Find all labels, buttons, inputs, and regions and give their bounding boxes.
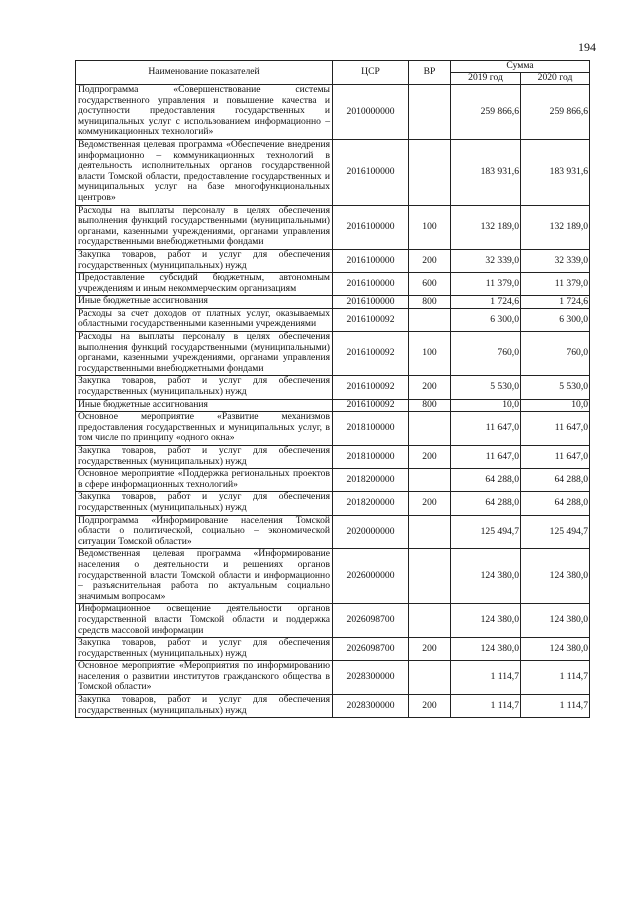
table-row [76,661,590,695]
row-sum-2020: 124 380,0 [521,604,590,638]
row-name: Подпрограмма «Совершенствование системы государственного управления и повышение качества и доступности предоставления государственных и муниципальных услуг с использованием информационно – коммуникационных технологий» [76,85,333,140]
row-sum-2020: 32 339,0 [521,249,590,272]
row-name: Закупка товаров, работ и услуг для обеспечения государственных (муниципальных) нужд [76,376,333,399]
row-sum-2019: 124 380,0 [451,549,521,604]
row-sum-2020: 11 647,0 [521,412,590,446]
table-row [76,273,590,296]
row-name: Закупка товаров, работ и услуг для обеспечения государственных (муниципальных) нужд [76,446,333,469]
row-vr: 200 [409,249,451,272]
row-sum-2019: 11 647,0 [451,412,521,446]
row-name: Ведомственная целевая программа «Обеспечение внедрения информационно – коммуникационных технологий в деятельность исполнительных органов государственной власти Томской области, предоставление государственных и муниципальных услуг на базе многофункциональных центров» [76,139,333,205]
row-vr: 200 [409,376,451,399]
row-sum-2019: 259 866,6 [451,85,521,140]
row-csr: 2016100000 [333,249,409,272]
row-csr: 2028300000 [333,661,409,695]
header-year-2019: 2019 год [451,73,521,85]
row-csr: 2026000000 [333,549,409,604]
row-sum-2019: 10,0 [451,399,521,412]
row-sum-2019: 760,0 [451,332,521,376]
table-row [76,139,590,205]
row-vr: 200 [409,695,451,718]
table-row [76,205,590,249]
row-name: Расходы на выплаты персоналу в целях обеспечения выполнения функций государственными (муниципальными) органами, казенными учреждениями, органами управления государственными внебюджетными фондами [76,332,333,376]
row-sum-2020: 1 724,6 [521,296,590,309]
row-sum-2020: 132 189,0 [521,205,590,249]
row-sum-2019: 11 647,0 [451,446,521,469]
row-name: Иные бюджетные ассигнования [76,399,333,412]
row-sum-2019: 5 530,0 [451,376,521,399]
row-name: Иные бюджетные ассигнования [76,296,333,309]
row-sum-2020: 124 380,0 [521,549,590,604]
row-csr: 2016100000 [333,296,409,309]
row-csr: 2016100000 [333,139,409,205]
table-row [76,515,590,549]
row-csr: 2016100092 [333,399,409,412]
row-sum-2019: 1 114,7 [451,695,521,718]
table-row [76,446,590,469]
table-row [76,604,590,638]
row-name: Основное мероприятие «Поддержка региональных проектов в сфере информационных технологий» [76,469,333,492]
row-vr [409,604,451,638]
table-row [76,376,590,399]
row-name: Расходы на выплаты персоналу в целях обеспечения выполнения функций государственными (муниципальными) органами, казенными учреждениями, органами управления государственными внебюджетными фондами [76,205,333,249]
table-row [76,412,590,446]
table-row [76,308,590,331]
row-csr: 2026098700 [333,604,409,638]
row-csr: 2018200000 [333,469,409,492]
header-vr: ВР [409,61,451,85]
row-sum-2020: 259 866,6 [521,85,590,140]
row-sum-2019: 6 300,0 [451,308,521,331]
header-year-2020: 2020 год [521,73,590,85]
row-vr: 100 [409,205,451,249]
row-csr: 2026098700 [333,638,409,661]
row-sum-2019: 183 931,6 [451,139,521,205]
table-row [76,492,590,515]
table-body [76,85,590,718]
table-row [76,296,590,309]
row-vr: 800 [409,399,451,412]
row-name: Предоставление субсидий бюджетным, автономным учреждениям и иным некоммерческим организациям [76,273,333,296]
row-name: Информационное освещение деятельности органов государственной власти Томской области и поддержка средств массовой информации [76,604,333,638]
row-vr: 800 [409,296,451,309]
row-sum-2020: 11 379,0 [521,273,590,296]
row-sum-2020: 64 288,0 [521,469,590,492]
row-csr: 2018200000 [333,492,409,515]
header-sum: Сумма [451,61,590,73]
row-sum-2020: 760,0 [521,332,590,376]
table-row [76,638,590,661]
row-sum-2019: 32 339,0 [451,249,521,272]
row-csr: 2018100000 [333,446,409,469]
row-name: Расходы за счет доходов от платных услуг, оказываемых областными государственными казенными учреждениями [76,308,333,331]
row-csr: 2016100000 [333,205,409,249]
row-vr: 200 [409,446,451,469]
row-sum-2020: 5 530,0 [521,376,590,399]
row-name: Подпрограмма «Информирование населения Томской области о политической, социально – экономической ситуации Томской области» [76,515,333,549]
row-vr: 100 [409,332,451,376]
row-sum-2020: 64 288,0 [521,492,590,515]
table-row [76,469,590,492]
row-csr: 2016100000 [333,273,409,296]
budget-table [75,60,590,718]
row-sum-2019: 11 379,0 [451,273,521,296]
row-sum-2020: 125 494,7 [521,515,590,549]
row-sum-2019: 124 380,0 [451,604,521,638]
row-vr [409,469,451,492]
header-name: Наименование показателей [76,61,333,85]
row-sum-2019: 64 288,0 [451,469,521,492]
row-name: Закупка товаров, работ и услуг для обеспечения государственных (муниципальных) нужд [76,249,333,272]
table-row [76,332,590,376]
table-row [76,695,590,718]
row-vr [409,308,451,331]
header-csr: ЦСР [333,61,409,85]
row-sum-2020: 1 114,7 [521,695,590,718]
row-vr [409,412,451,446]
row-sum-2020: 183 931,6 [521,139,590,205]
row-csr: 2028300000 [333,695,409,718]
row-sum-2019: 64 288,0 [451,492,521,515]
row-csr: 2020000000 [333,515,409,549]
row-csr: 2016100092 [333,376,409,399]
row-sum-2019: 124 380,0 [451,638,521,661]
row-sum-2019: 132 189,0 [451,205,521,249]
row-sum-2020: 6 300,0 [521,308,590,331]
table-row [76,85,590,140]
row-csr: 2016100092 [333,332,409,376]
row-vr [409,549,451,604]
page-number: 194 [578,40,596,54]
row-name: Основное мероприятие «Развитие механизмов предоставления государственных и муниципальных услуг, в том числе по принципу «одного окна» [76,412,333,446]
row-csr: 2010000000 [333,85,409,140]
table-row [76,549,590,604]
row-vr [409,139,451,205]
row-sum-2019: 125 494,7 [451,515,521,549]
row-vr: 200 [409,492,451,515]
row-name: Закупка товаров, работ и услуг для обеспечения государственных (муниципальных) нужд [76,638,333,661]
row-sum-2020: 1 114,7 [521,661,590,695]
row-vr [409,85,451,140]
row-sum-2020: 124 380,0 [521,638,590,661]
row-csr: 2018100000 [333,412,409,446]
row-csr: 2016100092 [333,308,409,331]
row-sum-2020: 11 647,0 [521,446,590,469]
row-name: Закупка товаров, работ и услуг для обеспечения государственных (муниципальных) нужд [76,492,333,515]
table-row [76,249,590,272]
row-sum-2019: 1 724,6 [451,296,521,309]
table-row [76,399,590,412]
row-sum-2020: 10,0 [521,399,590,412]
row-vr: 200 [409,638,451,661]
row-vr: 600 [409,273,451,296]
row-name: Ведомственная целевая программа «Информирование населения о деятельности и решениях органов государственной власти Томской области и информационно – разъяснительная работа по актуальным социально значимым вопросам» [76,549,333,604]
row-sum-2019: 1 114,7 [451,661,521,695]
row-name: Закупка товаров, работ и услуг для обеспечения государственных (муниципальных) нужд [76,695,333,718]
row-name: Основное мероприятие «Мероприятия по информированию населения о развитии институтов гражданского общества в Томской области» [76,661,333,695]
row-vr [409,661,451,695]
row-vr [409,515,451,549]
